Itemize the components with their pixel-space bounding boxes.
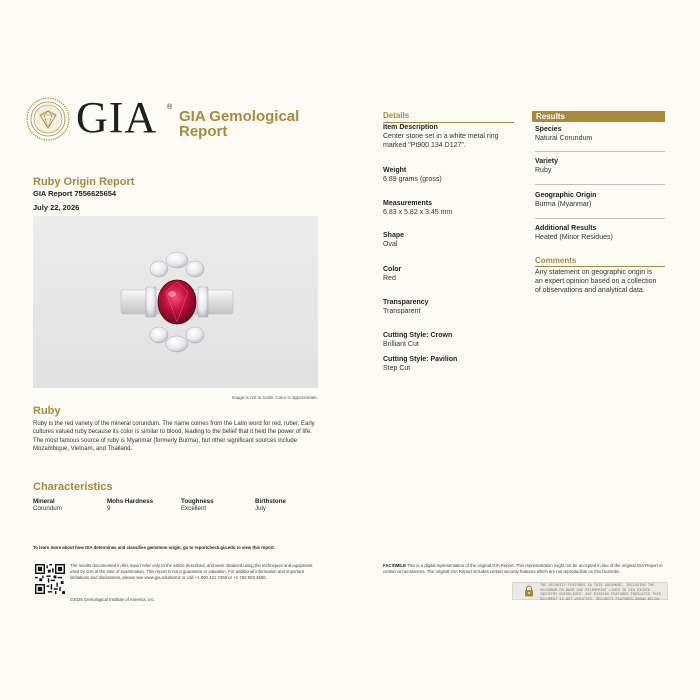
result-label: Variety xyxy=(535,158,558,165)
detail-shape xyxy=(383,231,404,249)
detail-value: Oval xyxy=(383,241,398,248)
learn-more-text: To learn more about how GIA determines and classifies gemstone origin, go to reportcheck.gia.edu to view this report. xyxy=(33,545,275,550)
result-value: Ruby xyxy=(535,167,552,174)
details-title: Details xyxy=(383,111,410,120)
detail-value: Red xyxy=(383,275,396,282)
detail-label: Color xyxy=(383,266,402,273)
ring-photo xyxy=(33,216,318,388)
report-number: GIA Report 7556625654 xyxy=(33,189,117,198)
detail-value: Step Cut xyxy=(383,365,411,372)
detail-label: Shape xyxy=(383,232,405,239)
about-title: Ruby xyxy=(33,405,61,417)
detail-measurements xyxy=(383,199,452,217)
report-header-title: GIA Gemological Report xyxy=(179,108,300,140)
about-text: Ruby is the red variety of the mineral corundum. The name comes from the Latin word for red, ruber. Early cultures valued ruby because its color is similar to blood, leading to the belief that it held the power of life. The most famous source of ruby is Myanmar (formerly Burma), but other significant sources include Mozambique, Vietnam, and Thailand. xyxy=(33,421,315,452)
facsimile-notice xyxy=(383,563,668,575)
results-divider xyxy=(535,184,665,185)
detail-color xyxy=(383,265,401,283)
copyright-text: ©2025 Gemological Institute of America, Inc. xyxy=(70,597,155,602)
comments-divider xyxy=(535,266,665,267)
detail-label: Weight xyxy=(383,167,407,174)
detail-cutting-crown xyxy=(383,331,452,349)
comments-text: Any statement on geographic origin is an expert opinion based on a collection of observations and analytical data. xyxy=(535,269,657,294)
detail-value: Brilliant Cut xyxy=(383,341,419,348)
characteristic-hardness xyxy=(107,498,153,512)
characteristic-label: Toughness xyxy=(181,498,214,505)
detail-weight xyxy=(383,166,442,184)
characteristic-label: Birthstone xyxy=(255,498,286,505)
result-value: Burma (Myanmar) xyxy=(535,201,592,208)
detail-label: Transparency xyxy=(383,299,429,306)
gia-seal-icon xyxy=(26,97,70,141)
detail-item-description xyxy=(383,123,518,150)
qr-code-icon[interactable] xyxy=(35,564,65,594)
detail-value: Center stone set in a white metal ring marked "Pt900 134 D127". xyxy=(383,133,499,149)
lock-icon xyxy=(524,585,534,597)
result-additional xyxy=(535,224,613,242)
result-value: Natural Corundum xyxy=(535,135,593,142)
characteristics-title: Characteristics xyxy=(33,481,113,493)
result-variety xyxy=(535,157,558,175)
detail-label: Measurements xyxy=(383,200,433,207)
characteristic-label: Mohs Hardness xyxy=(107,498,154,505)
results-divider xyxy=(535,218,665,219)
result-geographic-origin xyxy=(535,191,596,209)
photo-note: Image is not to scale. Color is approximate. xyxy=(231,395,318,400)
characteristic-value: July xyxy=(255,505,267,512)
facsimile-text: This is a digital representation of the original GIA Report. This representation might not be accepted in lieu of the original GIA Report in certain circumstances. The original GIA Report includes certain security features which are not reproducible on this facsimile. xyxy=(383,563,663,574)
characteristic-value: Excellent xyxy=(181,505,207,512)
characteristic-value: Corundum xyxy=(33,505,62,512)
report-date: July 22, 2026 xyxy=(33,203,80,212)
detail-cutting-pavilion xyxy=(383,355,457,373)
comments-title: Comments xyxy=(535,256,577,265)
gia-logo-text: GIA xyxy=(76,93,158,142)
results-divider xyxy=(535,151,665,152)
characteristic-toughness xyxy=(181,498,214,512)
report-title: Ruby Origin Report xyxy=(33,176,135,188)
detail-transparency xyxy=(383,298,429,316)
characteristic-label: Mineral xyxy=(33,498,55,505)
result-label: Additional Results xyxy=(535,225,597,232)
detail-value: 6.89 grams (gross) xyxy=(383,176,442,183)
facsimile-label: FACSIMILE xyxy=(383,563,406,568)
detail-label: Cutting Style: Pavilion xyxy=(383,356,458,363)
detail-label: Cutting Style: Crown xyxy=(383,332,453,339)
ruby-ring-image xyxy=(33,216,318,388)
registered-mark: ® xyxy=(167,104,173,111)
characteristic-birthstone xyxy=(255,498,286,512)
detail-label: Item Description xyxy=(383,124,438,131)
disclaimer-text: The results documented in this report refer only to the article described, and were obtained using the techniques and equipment used by GIA at the time of examination. This report is not a guarantee or valuation. For additional information and important limitations and disclaimers, please see www.gia.edu/terms or call +1 800 421 7250 or +1 760 603 4500. xyxy=(70,563,313,580)
result-species xyxy=(535,125,592,143)
detail-value: 6.83 x 5.82 x 3.45 mm xyxy=(383,209,453,216)
security-features-text: THE SECURITY FEATURES IN THIS DOCUMENT, INCLUDING THE HOLOGRAM ON BACK AND MICROPRINT LINES IN GIA EXCEED INDUSTRY GUIDELINES. ANY MISSING FEATURES INDICATES THIS DOCUMENT IS NOT VERIFIED. SECURITY FEATURES SHOWN BELOW: xyxy=(540,584,661,602)
characteristic-value: 9 xyxy=(107,505,111,512)
result-label: Species xyxy=(535,126,562,133)
detail-value: Transparent xyxy=(383,308,421,315)
result-label: Geographic Origin xyxy=(535,192,597,199)
characteristic-mineral xyxy=(33,498,62,512)
result-value: Heated (Minor Residues) xyxy=(535,234,613,241)
results-title: Results xyxy=(532,111,665,122)
